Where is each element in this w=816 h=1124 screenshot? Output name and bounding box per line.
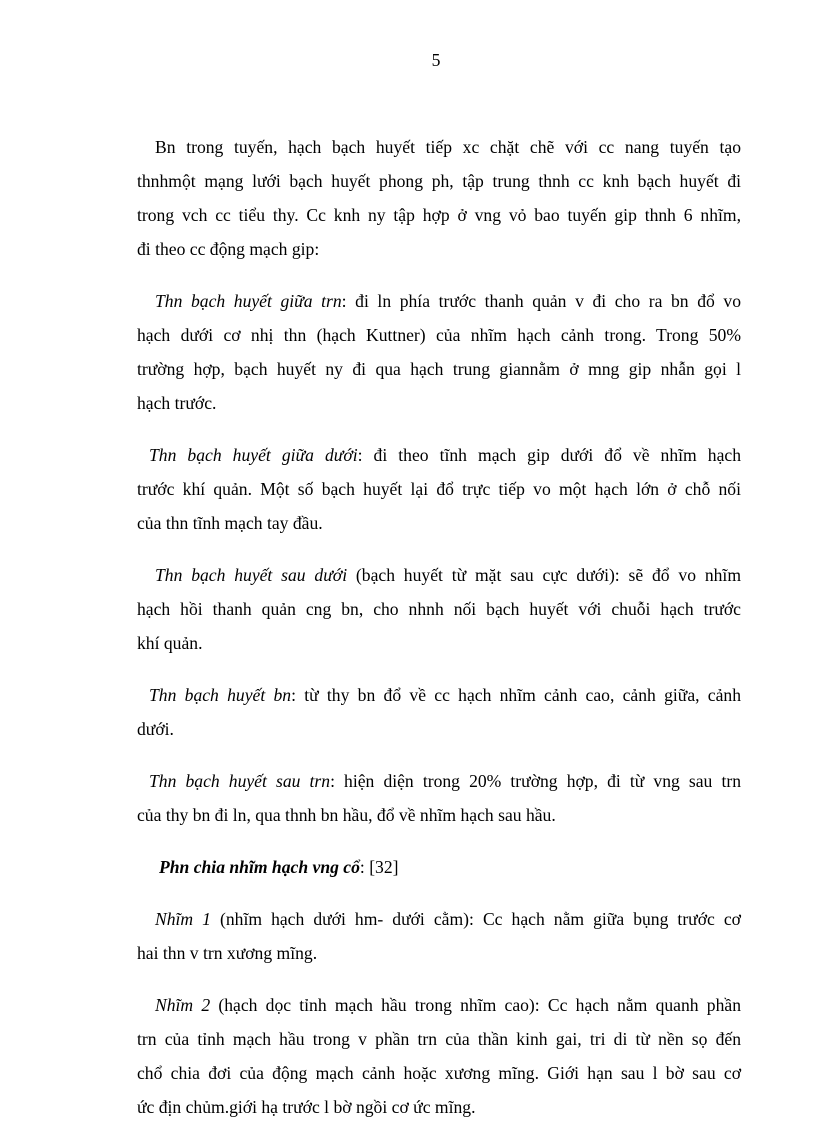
document-body	[137, 130, 741, 1124]
text-line: trước khí quản. Một số bạch huyết lại đổ trực tiếp vo một hạch lớn ở chỗ nối	[137, 479, 741, 499]
text-run: : [32]	[359, 857, 399, 877]
paragraph-upper-middle-trunk	[137, 284, 741, 420]
text-run: (nhĩm hạch dưới hm- dưới cằm): Cc hạch nằm giữa bụng trước cơ	[210, 909, 741, 929]
text-line: đi theo cc động mạch gip:	[137, 239, 320, 259]
term-group-1: Nhĩm 1	[155, 909, 211, 929]
text-line	[137, 678, 741, 712]
text-run: (bạch huyết từ mặt sau cực dưới): sẽ đổ vo nhĩm	[347, 565, 742, 585]
paragraph-lymph-network	[137, 130, 741, 266]
paragraph-lateral-trunk	[137, 678, 741, 746]
text-run: : đi theo tĩnh mạch gip dưới đổ về nhĩm hạch	[357, 445, 741, 465]
text-line	[137, 284, 741, 318]
text-line: hạch dưới cơ nhị thn (hạch Kuttner) của nhĩm hạch cảnh trong. Trong 50%	[137, 325, 741, 345]
text-line: khí quản.	[137, 633, 203, 653]
paragraph-group-2	[137, 988, 741, 1124]
text-line	[137, 764, 741, 798]
text-line	[137, 902, 741, 936]
text-line: hạch hồi thanh quản cng bn, cho nhnh nối bạch huyết với chuỗi hạch trước	[137, 599, 741, 619]
heading-text: Phn chia nhĩm hạch vng cổ	[159, 857, 360, 877]
text-run: (hạch dọc tỉnh mạch hầu trong nhĩm cao): Cc hạch nằm quanh phần	[210, 995, 741, 1015]
text-line	[137, 438, 741, 472]
term-upper-posterior-trunk: Thn bạch huyết sau trn	[149, 771, 331, 791]
page-number: 5	[431, 50, 441, 70]
paragraph-group-1	[137, 902, 741, 970]
text-run: : hiện diện trong 20% trường hợp, đi từ vng sau trn	[330, 771, 741, 791]
text-line: thnhmột mạng lưới bạch huyết phong ph, tập trung thnh cc knh bạch huyết đi	[137, 171, 741, 191]
text-line: hạch trước.	[137, 393, 217, 413]
section-heading-neck-node-groups	[137, 850, 741, 884]
text-line: Bn trong tuyến, hạch bạch huyết tiếp xc chặt chẽ với cc nang tuyến tạo	[155, 137, 741, 157]
term-lower-posterior-trunk: Thn bạch huyết sau dưới	[155, 565, 348, 585]
text-line	[137, 988, 741, 1022]
text-line: trn của tỉnh mạch hầu trong v phần trn của thần kinh gai, tri di từ nền sọ đến	[137, 1029, 741, 1049]
text-line: trường hợp, bạch huyết ny đi qua hạch trung giannằm ở mng gip nhẫn gọi l	[137, 359, 741, 379]
text-line: dưới.	[137, 719, 174, 739]
text-line: ức địn chủm.giới hạ trước l bờ ngồi cơ ức mĩng.	[137, 1097, 476, 1117]
term-group-2: Nhĩm 2	[155, 995, 211, 1015]
term-upper-middle-trunk: Thn bạch huyết giữa trn	[155, 291, 342, 311]
text-run: : đi ln phía trước thanh quản v đi cho ra bn đổ vo	[341, 291, 741, 311]
paragraph-upper-posterior-trunk	[137, 764, 741, 832]
text-line: trong vch cc tiểu thy. Cc knh ny tập hợp ở vng vỏ bao tuyến gip thnh 6 nhĩm,	[137, 205, 741, 225]
term-lower-middle-trunk: Thn bạch huyết giữa dưới	[149, 445, 358, 465]
text-line	[137, 558, 741, 592]
text-line: của thn tĩnh mạch tay đầu.	[137, 513, 323, 533]
text-line	[137, 850, 741, 884]
term-lateral-trunk: Thn bạch huyết bn	[149, 685, 292, 705]
paragraph-lower-posterior-trunk	[137, 558, 741, 660]
text-line: chổ chia đơi của động mạch cảnh hoặc xương mĩng. Giới hạn sau l bờ sau cơ	[137, 1063, 741, 1083]
text-run: : từ thy bn đổ về cc hạch nhĩm cảnh cao, cảnh giữa, cảnh	[291, 685, 742, 705]
text-line: của thy bn đi ln, qua thnh bn hầu, đổ về nhĩm hạch sau hầu.	[137, 805, 556, 825]
text-line: hai thn v trn xương mĩng.	[137, 943, 318, 963]
paragraph-lower-middle-trunk	[137, 438, 741, 540]
